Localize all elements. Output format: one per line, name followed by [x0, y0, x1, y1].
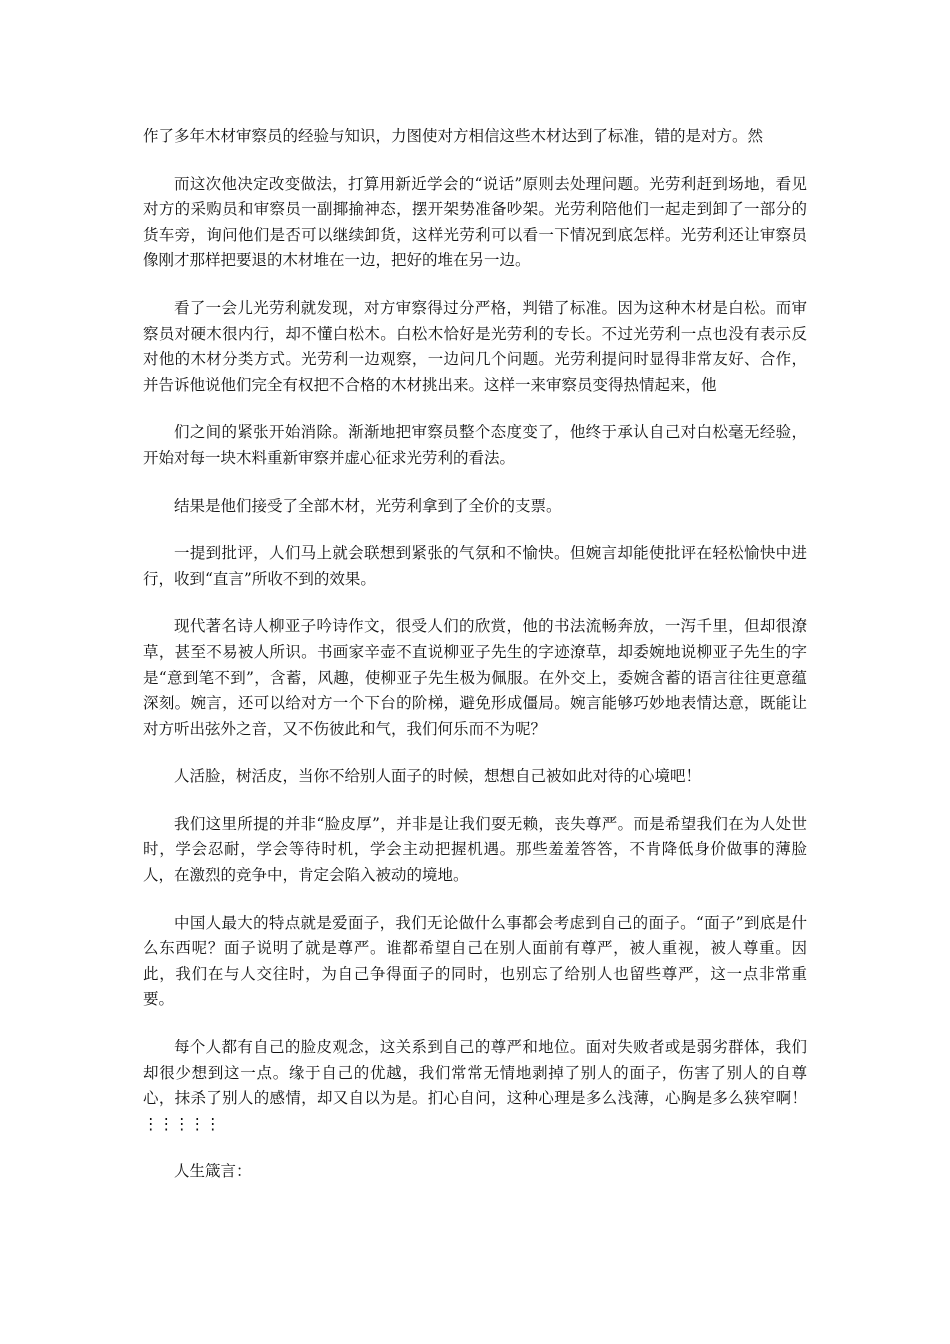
paragraph-5: 结果是他们接受了全部木材，光劳利拿到了全价的支票。 [174, 496, 562, 515]
paragraph-4: 们之间的紧张开始消除。渐渐地把审察员整个态度变了，他终于承认自己对白松毫无经验，开始对每一块木料重新审察并虚心征求光劳利的看法。 [143, 423, 807, 467]
paragraph-3: 看了一会儿光劳利就发现，对方审察得过分严格，判错了标准。因为这种木材是白松。而审察员对硬木很内行，却不懂白松木。白松木恰好是光劳利的专长。不过光劳利一点也没有表示反对他的木材分类方式。光劳利一边观察，一边问几个问题。光劳利提问时显得非常友好、合作，并告诉他说他们完全有权把不合格的木材挑出来。这样一来审察员变得热情起来，他 [143, 298, 807, 394]
paragraph-8: 人活脸，树活皮，当你不给别人面子的时候，想想自己被如此对待的心境吧！ [174, 767, 702, 786]
paragraph-10: 中国人最大的特点就是爱面子，我们无论做什么事都会考虑到自己的面子。“面子”到底是什么东西呢？面子说明了就是尊严。谁都希望自己在别人面前有尊严，被人重视，被人尊重。因此，我们在与人交往时，为自己争得面子的同时，也别忘了给别人也留些尊严，这一点非常重要。 [143, 913, 807, 1009]
paragraph-2: 而这次他决定改变做法，打算用新近学会的“说话”原则去处理问题。光劳利赶到场地，看见对方的采购员和审察员一副揶揄神态，摆开架势准备吵架。光劳利陪他们一起走到卸了一部分的货车旁，询问他们是否可以继续卸货，这样光劳利可以看一下情况到底怎样。光劳利还让审察员像刚才那样把要退的木材堆在一边，把好的堆在另一边。 [143, 174, 807, 270]
paragraph-1: 作了多年木材审察员的经验与知识，力图使对方相信这些木材达到了标准，错的是对方。然 [143, 127, 764, 145]
paragraph-7: 现代著名诗人柳亚子吟诗作文，很受人们的欣赏，他的书法流畅奔放，一泻千里，但却很潦草，甚至不易被人所识。书画家辛壶不直说柳亚子先生的字迹潦草，却委婉地说柳亚子先生的字是“意到笔不到”，含蓄，风趣，使柳亚子先生极为佩服。在外交上，委婉含蓄的语言往往更意蕴深刻。婉言，还可以给对方一个下台的阶梯，避免形成僵局。婉言能够巧妙地表情达意，既能让对方听出弦外之音，又不伤彼此和气，我们何乐而不为呢？ [143, 617, 807, 738]
paragraph-11: 每个人都有自己的脸皮观念，这关系到自己的尊严和地位。面对失败者或是弱劣群体，我们却很少想到这一点。缘于自己的优越，我们常常无情地剥掉了别人的面子，伤害了别人的自尊心，抹杀了别人的感情，却又自以为是。扪心自问，这种心理是多么浅薄，心胸是多么狭窄啊！⋮⋮⋮⋮⋮ [143, 1038, 807, 1133]
paragraph-9: 我们这里所提的并非“脸皮厚”，并非是让我们耍无赖，丧失尊严。而是希望我们在为人处世时，学会忍耐，学会等待时机，学会主动把握机遇。那些羞羞答答，不肯降低身价做事的薄脸人，在激烈的竞争中，肯定会陷入被动的境地。 [143, 814, 807, 885]
paragraph-6: 一提到批评，人们马上就会联想到紧张的气氛和不愉快。但婉言却能使批评在轻松愉快中进行，收到“直言”所收不到的效果。 [143, 544, 807, 588]
document-body [143, 124, 807, 1207]
paragraph-12: 人生箴言： [174, 1162, 252, 1181]
